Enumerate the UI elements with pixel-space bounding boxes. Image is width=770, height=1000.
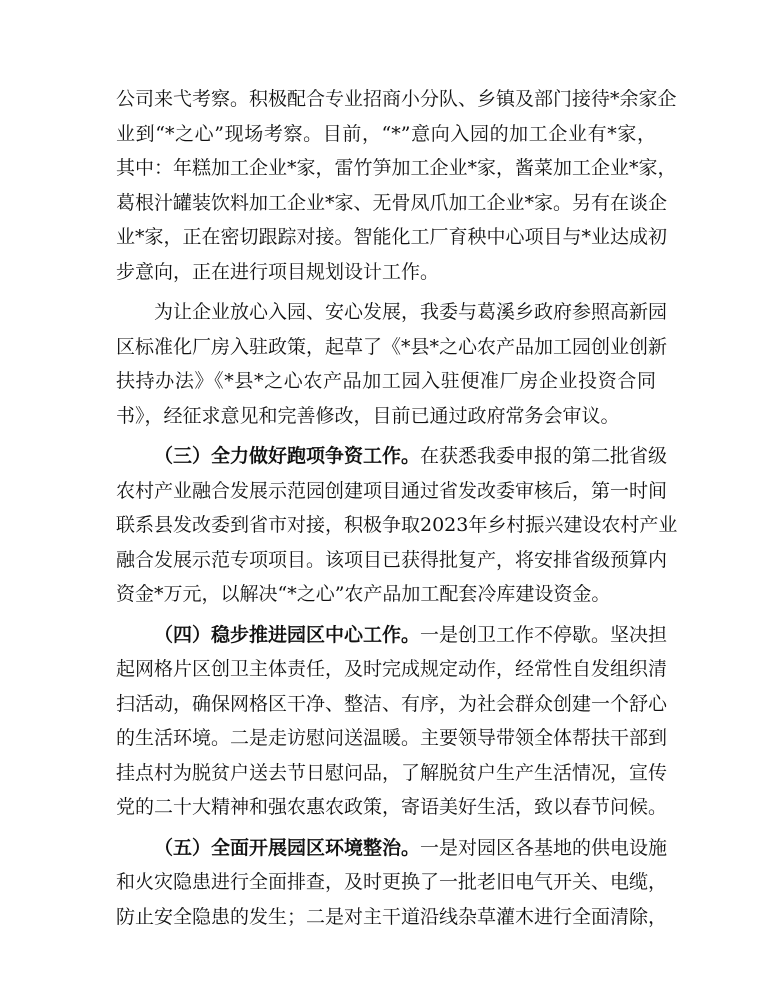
text-line: 挂点村为脱贫户送去节日慰问品，了解脱贫户生产生活情况，宣传 (116, 761, 668, 784)
text-line (116, 618, 668, 653)
paragraph-investment-attraction (116, 82, 677, 289)
text-line (116, 831, 668, 866)
text-line: 葛根汁罐装饮料加工企业*家、无骨凤爪加工企业*家。另有在谈企 (116, 191, 668, 214)
section-heading: （四）稳步推进园区中心工作。 (154, 623, 421, 646)
text-line: 农村产业融合发展示范园创建项目通过省发改委审核后，第一时间 (116, 479, 668, 502)
paragraph-section-4 (116, 618, 668, 825)
paragraph-policy-drafting (116, 295, 668, 433)
text-line: 和火灾隐患进行全面排查，及时更换了一批老旧电气开关、电缆， (116, 871, 668, 893)
text-line: 融合发展示范专项项目。该项目已获得批复产，将安排省级预算内 (116, 548, 668, 571)
text-line: 书》，经征求意见和完善修改，目前已通过政府常务会审议。 (116, 404, 620, 427)
text-line: 扶持办法》《*县*之心农产品加工园入驻便准厂房企业投资合同 (116, 370, 656, 392)
text-line: 业*家，正在密切跟踪对接。智能化工厂育秧中心项目与*业达成初 (116, 226, 668, 248)
text-line: 业到“*之心”现场考察。目前，“*”意向入园的加工企业有*家， (116, 122, 656, 145)
paragraph-section-5 (116, 831, 668, 935)
text-line: 防止安全隐患的发生；二是对主干道沿线杂草灌木进行全面清除， (116, 905, 668, 928)
section-heading: （三）全力做好跑项争资工作。 (154, 445, 421, 467)
text-line: 公司来弋考察。积极配合专业招商小分队、乡镇及部门接待*余家企 (116, 88, 677, 110)
text-line (116, 439, 668, 474)
document-body (116, 82, 678, 934)
text-line: 党的二十大精神和强农惠农政策，寄语美好生活，致以春节问候。 (116, 796, 668, 818)
text-line: 步意向，正在进行项目规划设计工作。 (116, 260, 440, 283)
text-line: 联系县发改委到省市对接，积极争取2023年乡村振兴建设农村产业 (116, 514, 678, 536)
text-line: 为让企业放心入园、安心发展，我委与葛溪乡政府参照高新园 (154, 301, 668, 323)
text-run: 在获悉我委申报的第二批省级 (420, 445, 668, 467)
paragraph-section-3 (116, 439, 678, 612)
text-line: 的生活环境。二是走访慰问送温暖。主要领导带领全体帮扶干部到 (116, 727, 668, 749)
section-heading: （五）全面开展园区环境整治。 (154, 836, 421, 859)
text-line: 扫活动，确保网格区干净、整洁、有序，为社会群众创建一个舒心 (116, 692, 668, 715)
text-line: 其中：年糕加工企业*家，雷竹笋加工企业*家，酱菜加工企业*家， (116, 157, 677, 179)
text-line: 资金*万元，以解决“*之心”农产品加工配套冷库建设资金。 (116, 583, 611, 605)
text-line: 起网格片区创卫主体责任，及时完成规定动作，经常性自发组织清 (116, 658, 668, 680)
text-run: 一是对园区各基地的供电设施 (420, 836, 668, 859)
text-run: 一是创卫工作不停歇。坚决担 (420, 623, 668, 646)
text-line: 区标准化厂房入驻政策，起草了《*县*之心农产品加工园创业创新 (116, 335, 668, 358)
